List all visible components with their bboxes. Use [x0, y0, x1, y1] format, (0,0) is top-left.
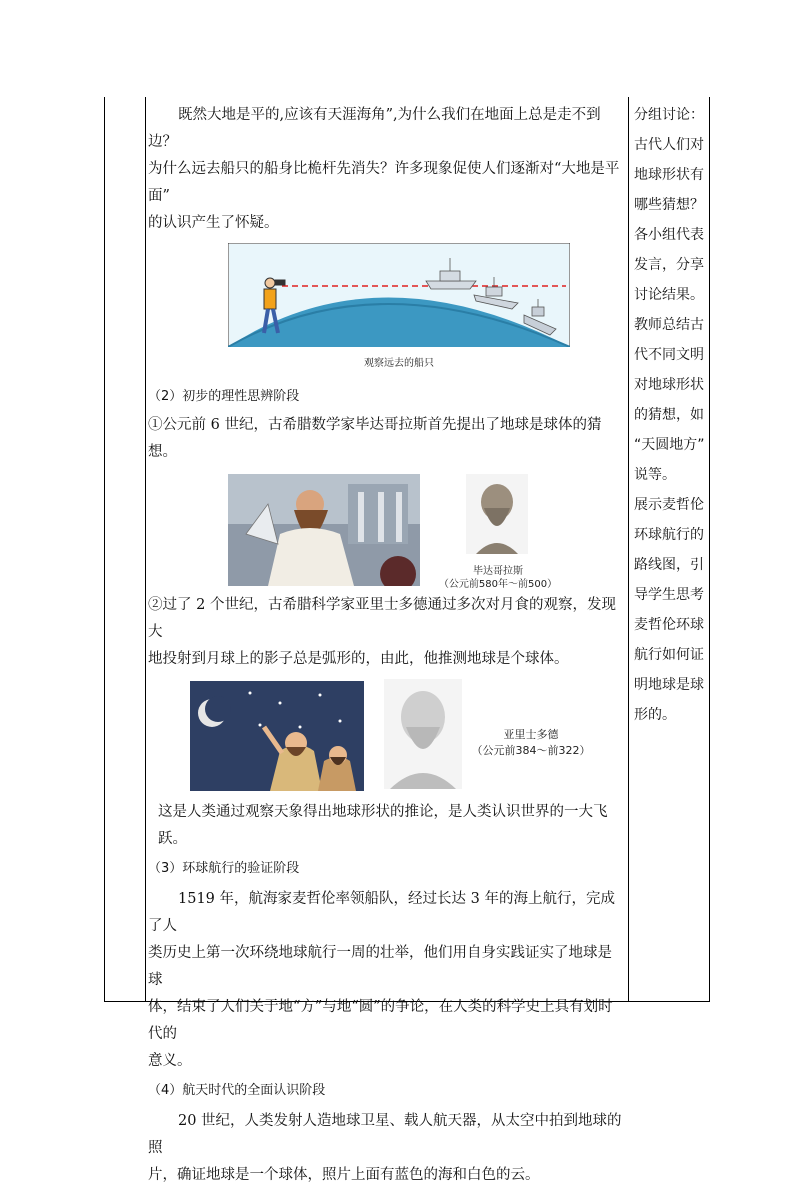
- item-1: ①公元前 6 世纪，古希腊数学家毕达哥拉斯首先提出了地球是球体的猜想。: [148, 417, 602, 460]
- side-line: 航行如何证: [634, 647, 704, 663]
- figure-aristotle-row: [148, 679, 624, 795]
- para4-line1: 20 世纪，人类发射人造地球卫星、载人航天器，从太空中拍到地球的照: [148, 1113, 622, 1156]
- pythagoras-name: 毕达哥拉斯: [473, 566, 523, 577]
- figure-ships: [228, 243, 570, 377]
- side-line: 地球形状有: [634, 167, 704, 183]
- para3-line4: 意义。: [148, 1053, 192, 1069]
- para3-line1: 1519 年，航海家麦哲伦率领船队，经过长达 3 年的海上航行，完成了人: [148, 891, 615, 934]
- figure-ships-caption: 观察远去的船只: [364, 358, 434, 369]
- table-border-col1: [145, 97, 146, 1002]
- ships-illustration: [228, 243, 570, 347]
- side-line: “天圆地方”: [634, 437, 705, 453]
- side-line: 哪些猜想？: [634, 197, 704, 213]
- section-3-heading: （3）环球航行的验证阶段: [148, 861, 300, 876]
- side-line: 古代人们对: [634, 137, 704, 153]
- side-line: 各小组代表: [634, 227, 704, 243]
- pythagoras-years: （公元前580年～前500）: [438, 579, 558, 590]
- aristotle-bust: [384, 679, 462, 789]
- table-border-left: [104, 97, 105, 1002]
- aristotle-name: 亚里士多德: [503, 728, 559, 741]
- section-2-heading: （2）初步的理性思辨阶段: [148, 389, 300, 404]
- side-line: 说等。: [634, 467, 676, 483]
- para1-line3: 的认识产生了怀疑。: [148, 215, 279, 231]
- side-line: 环球航行的: [634, 527, 704, 543]
- para3-line3: 体，结束了人们关于地“方”与地“圆”的争论，在人类的科学史上具有划时代的: [148, 999, 613, 1042]
- para1-line2: 为什么远去船只的船身比桅杆先消失？许多现象促使人们逐渐对“大地是平面”: [148, 161, 620, 204]
- para-2: 这是人类通过观察天象得出地球形状的推论，是人类认识世界的一大飞跃。: [158, 804, 608, 847]
- side-line: 展示麦哲伦: [634, 497, 704, 513]
- figure-pythagoras-row: [148, 474, 624, 588]
- aristotle-years: （公元前384～前322）: [471, 744, 591, 757]
- side-line: 的猜想，如: [634, 407, 704, 423]
- item-2-line2: 地投射到月球上的影子总是弧形的，由此，他推测地球是个球体。: [148, 651, 569, 667]
- table-border-right: [709, 97, 710, 1002]
- side-line: 麦哲伦环球: [634, 617, 704, 633]
- side-line: 发言，分享: [634, 257, 704, 273]
- side-line: 路线图，引: [634, 557, 704, 573]
- side-notes: [634, 100, 706, 730]
- para3-line2: 类历史上第一次环绕地球航行一周的壮举，他们用自身实践证实了地球是球: [148, 945, 612, 988]
- para1-line1: 既然大地是平的,应该有天涯海角”,为什么我们在地面上总是走不到边？: [148, 107, 601, 150]
- table-border-col2: [628, 97, 629, 1002]
- side-line: 教师总结古: [634, 317, 704, 333]
- side-line: 形的。: [634, 707, 676, 723]
- side-line: 分组讨论：: [634, 107, 704, 123]
- side-line: 导学生思考: [634, 587, 704, 603]
- side-line: 明地球是球: [634, 677, 704, 693]
- pythagoras-painting: [228, 474, 420, 586]
- side-line: 对地球形状: [634, 377, 704, 393]
- item-2-line1: ②过了 2 个世纪，古希腊科学家亚里士多德通过多次对月食的观察，发现大: [148, 597, 616, 640]
- aristotle-night-sky: [190, 681, 364, 791]
- side-line: 代不同文明: [634, 347, 704, 363]
- pythagoras-bust: [466, 474, 528, 554]
- side-line: 讨论结果。: [634, 287, 704, 303]
- para4-line2: 片，确证地球是一个球体，照片上面有蓝色的海和白色的云。: [148, 1167, 540, 1183]
- main-content: [148, 100, 624, 1189]
- section-4-heading: （4）航天时代的全面认识阶段: [148, 1083, 326, 1098]
